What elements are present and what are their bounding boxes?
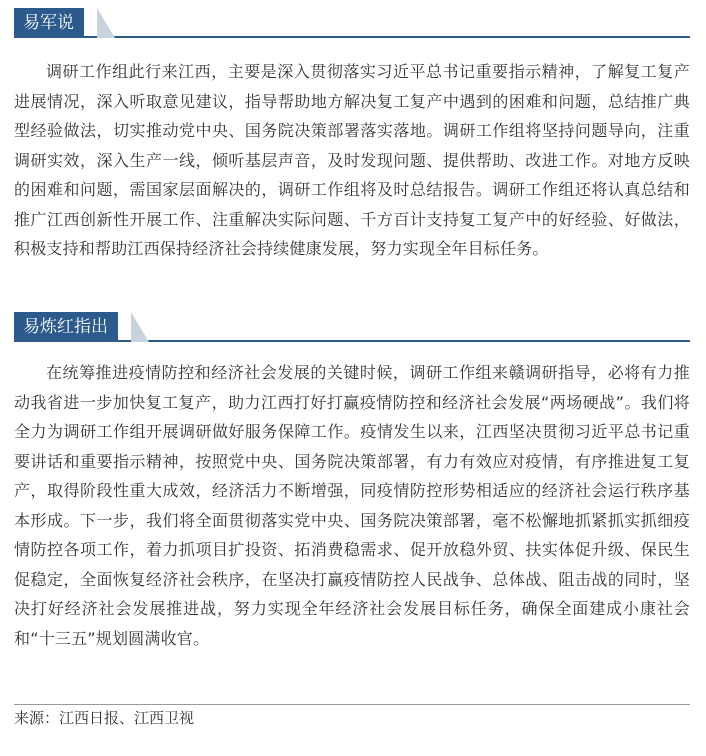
source-divider [14,704,690,705]
header-underline [14,36,690,38]
section-header-yilianhong [14,312,690,342]
section-title: 易军说 [14,8,84,38]
section-body: 在统筹推进疫情防控和经济社会发展的关键时候，调研工作组来赣调研指导，必将有力推动我省进一步加快复工复产，助力江西打好打赢疫情防控和经济社会发展“两场硬战”。我们将全力为调研工作组开展调研做好服务保障工作。疫情发生以来，江西坚决贯彻习近平总书记重要讲话和重要指示精神，按照党中央、国务院决策部署，有力有效应对疫情，有序推进复工复产，取得阶段性重大成效，经济活力不断增强，同疫情防控形势相适应的经济社会运行秩序基本形成。下一步，我们将全面贯彻落实党中央、国务院决策部署，毫不松懈地抓紧抓实抓细疫情防控各项工作，着力抓项目扩投资、拓消费稳需求、促开放稳外贸、扶实体促升级、保民生促稳定，全面恢复经济社会秩序，在坚决打赢疫情防控人民战争、总体战、阻击战的同时，坚决打好经济社会发展推进战，努力实现全年经济社会发展目标任务，确保全面建成小康社会和“十三五”规划圆满收官。 [14,363,690,648]
section-title: 易炼红指出 [14,312,118,342]
header-tab-shadow [131,312,149,342]
section-header-yijun [14,8,690,38]
source-credit: 来源：江西日报、江西卫视 [14,709,195,727]
header-tab-shadow [97,8,115,38]
section-body: 调研工作组此行来江西，主要是深入贯彻落实习近平总书记重要指示精神，了解复工复产进展情况，深入听取意见建议，指导帮助地方解决复工复产中遇到的困难和问题，总结推广典型经验做法，切实推动党中央、国务院决策部署落实落地。调研工作组将坚持问题导向，注重调研实效，深入生产一线，倾听基层声音，及时发现问题、提供帮助、改进工作。对地方反映的困难和问题，需国家层面解决的，调研工作组将及时总结报告。调研工作组还将认真总结和推广江西创新性开展工作、注重解决实际问题、千方百计支持复工复产中的好经验、好做法，积极支持和帮助江西保持经济社会持续健康发展，努力实现全年目标任务。 [14,62,690,258]
